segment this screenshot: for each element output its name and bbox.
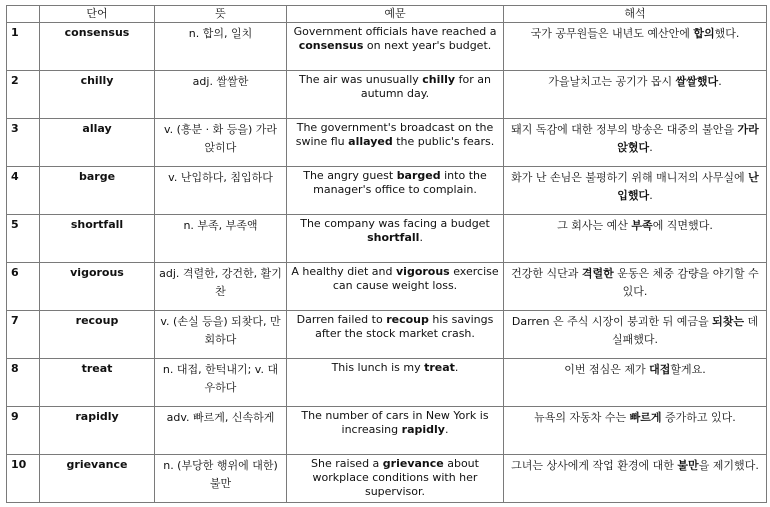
text-segment: Darren failed to [296,313,387,326]
text-segment: 증가하고 있다. [661,411,736,424]
korean-translation [504,407,767,455]
highlighted-word: 가라앉혔다 [617,123,759,155]
header-example: 예문 [287,6,504,23]
row-number: 3 [7,119,40,167]
table-body [7,23,767,503]
text-segment: about workplace conditions with her supervisor. [312,457,479,498]
text-segment: Government officials have reached a [293,25,497,38]
table-row [7,455,767,503]
word-meaning: n. 합의, 일치 [155,23,287,71]
text-segment: 가을날치고는 공기가 몹시 [548,75,676,88]
text-segment: 돼지 독감에 대한 정부의 방송은 대중의 불안을 [511,123,738,136]
header-row [7,6,767,23]
korean-translation [504,311,767,359]
text-segment: . [444,422,449,436]
table-row [7,407,767,455]
highlighted-word: recoup [386,313,429,326]
word-meaning: v. 난입하다, 침입하다 [155,167,287,215]
vocab-word: barge [40,167,155,215]
table-row [7,119,767,167]
text-segment: 그 회사는 예산 [557,219,632,232]
highlighted-word: 합의 [693,27,715,40]
highlighted-word: chilly [422,73,456,86]
word-meaning: adj. 쌀쌀한 [155,71,287,119]
text-segment: The company was facing a budget [300,217,490,230]
table-row [7,263,767,311]
example-sentence [287,455,504,503]
row-number: 10 [7,455,40,503]
highlighted-word: 빠르게 [629,411,662,424]
text-segment: the public's fears. [392,134,495,148]
word-meaning: adv. 빠르게, 신속하게 [155,407,287,455]
example-sentence [287,407,504,455]
highlighted-word: shortfall [367,230,420,244]
example-sentence [287,359,504,407]
highlighted-word: allayed [348,134,393,148]
highlighted-word: treat [424,361,455,374]
row-number: 1 [7,23,40,71]
row-number: 5 [7,215,40,263]
text-segment: 데 실패했다. [611,315,759,347]
text-segment: Darren 은 주식 시장이 붕괴한 뒤 예금을 [511,315,713,328]
vocab-word: vigorous [40,263,155,311]
example-sentence [287,311,504,359]
header-translation: 해석 [504,6,767,23]
word-meaning: n. (부당한 행위에 대한) 불만 [155,455,287,503]
text-segment: The angry guest [303,169,397,182]
header-meaning: 뜻 [155,6,287,23]
row-number: 9 [7,407,40,455]
row-number: 6 [7,263,40,311]
korean-translation [504,167,767,215]
text-segment: 그녀는 상사에게 작업 환경에 대한 [511,459,678,472]
table-row [7,23,767,71]
text-segment: The air was unusually [299,73,423,86]
highlighted-word: 부족 [631,219,653,232]
korean-translation [504,215,767,263]
text-segment: The number of cars in New York is increasing [301,409,489,436]
text-segment: This lunch is my [331,361,425,374]
text-segment: . [718,75,722,88]
header-number [7,6,40,23]
example-sentence [287,71,504,119]
highlighted-word: barged [396,169,441,182]
text-segment: . [649,189,653,203]
table-row [7,359,767,407]
word-meaning: n. 대접, 한턱내기; v. 대우하다 [155,359,287,407]
vocab-word: allay [40,119,155,167]
text-segment: 운동은 체중 감량을 야기할 수 있다. [613,267,759,299]
text-segment: 을 제기했다. [698,459,759,472]
vocab-word: grievance [40,455,155,503]
text-segment: . [454,361,459,374]
vocab-word: treat [40,359,155,407]
text-segment: 이번 점심은 제가 [564,363,650,376]
highlighted-word: grievance [382,457,444,470]
vocab-word: consensus [40,23,155,71]
text-segment: She raised a [311,457,383,470]
row-number: 7 [7,311,40,359]
text-segment: on next year's budget. [363,38,492,52]
example-sentence [287,119,504,167]
vocabulary-table [6,5,767,503]
vocab-word: shortfall [40,215,155,263]
highlighted-word: 불만 [677,459,699,472]
table-header [7,6,767,23]
vocab-word: chilly [40,71,155,119]
text-segment: into the manager's office to complain. [313,169,487,196]
vocab-word: recoup [40,311,155,359]
text-segment: . [649,141,653,155]
highlighted-word: vigorous [396,265,450,278]
text-segment: for an autumn day. [360,73,491,100]
example-sentence [287,215,504,263]
example-sentence [287,167,504,215]
highlighted-word: consensus [298,38,364,52]
table-row [7,167,767,215]
korean-translation [504,263,767,311]
row-number: 2 [7,71,40,119]
text-segment: 건강한 식단과 [511,267,582,280]
text-segment: The government's broadcast on the swine flu [295,121,494,148]
highlighted-word: 격렬한 [581,267,614,280]
korean-translation [504,71,767,119]
text-segment: exercise can cause weight loss. [332,265,499,292]
korean-translation [504,23,767,71]
text-segment: . [419,230,423,244]
example-sentence [287,263,504,311]
vocab-word: rapidly [40,407,155,455]
highlighted-word: 되찾는 [712,315,744,328]
text-segment: A healthy diet and [291,265,396,278]
text-segment: 할게요. [670,363,706,376]
header-word: 단어 [40,6,155,23]
word-meaning: adj. 격렬한, 강건한, 활기찬 [155,263,287,311]
korean-translation [504,359,767,407]
word-meaning: v. (흥분 · 화 등을) 가라앉히다 [155,119,287,167]
table-row [7,215,767,263]
text-segment: his savings after the stock market crash. [315,313,494,340]
example-sentence [287,23,504,71]
text-segment: 화가 난 손님은 불평하기 위해 매니저의 사무실에 [511,171,749,184]
korean-translation [504,455,767,503]
text-segment: 에 직면했다. [652,219,713,232]
highlighted-word: 대접 [649,363,671,376]
table-row [7,311,767,359]
word-meaning: n. 부족, 부족액 [155,215,287,263]
table-row [7,71,767,119]
text-segment: 했다. [714,27,740,40]
row-number: 8 [7,359,40,407]
text-segment: 뉴욕의 자동차 수는 [534,411,630,424]
korean-translation [504,119,767,167]
text-segment: 국가 공무원들은 내년도 예산안에 [530,27,694,40]
highlighted-word: rapidly [401,422,445,436]
highlighted-word: 난입했다 [617,171,759,203]
word-meaning: v. (손실 등을) 되찾다, 만회하다 [155,311,287,359]
row-number: 4 [7,167,40,215]
highlighted-word: 쌀쌀했다 [675,75,719,88]
